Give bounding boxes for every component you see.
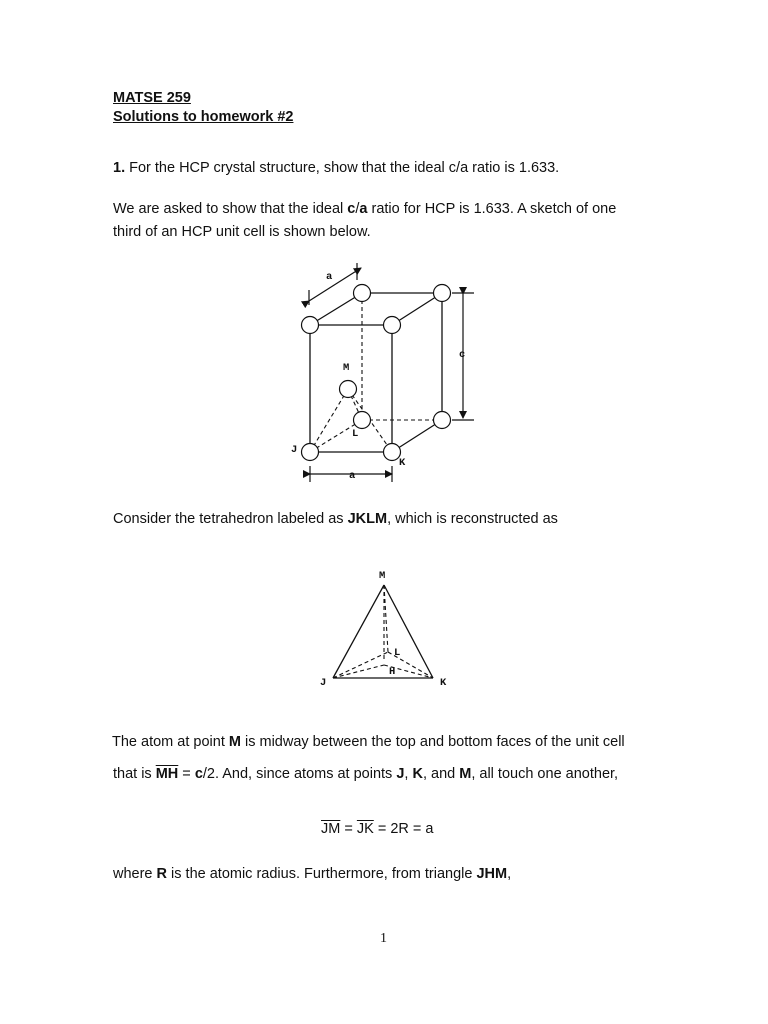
cell-atoms — [302, 285, 451, 461]
tetra-label-l: L — [394, 647, 401, 659]
label-a-top: a — [326, 271, 333, 283]
intro-text-2: ratio for HCP is 1.633. A sketch of one — [367, 201, 617, 217]
point-j: J — [396, 766, 405, 782]
cell-solid-edges — [310, 293, 442, 452]
label-j: J — [291, 444, 298, 456]
tetra-label-k: K — [440, 677, 447, 689]
label-a-bottom: a — [349, 470, 356, 482]
problem-number: 1. — [113, 160, 126, 176]
slash: / — [355, 201, 360, 217]
para3-text-5: , all touch one another, — [471, 766, 619, 782]
document-subtitle: Solutions to homework #2 — [113, 109, 294, 125]
segment-jk: $\overline{JK}$ — [356, 821, 374, 837]
label-m: M — [343, 362, 350, 374]
course-title: MATSE 259 — [113, 90, 191, 106]
intro-text: We are asked to show that the ideal — [113, 201, 348, 217]
intro-line-2: third of an HCP unit cell is shown below. — [113, 224, 371, 240]
para3-text-1: The atom at point — [112, 734, 229, 750]
para4 — [113, 866, 511, 882]
tetrahedron-intro — [113, 511, 558, 527]
segment-mh: $\overline{MH}$ — [155, 766, 179, 782]
problem-text: For the HCP crystal structure, show that the ideal c/a ratio is 1.633. — [125, 160, 560, 176]
equation-eq1: = — [340, 821, 357, 837]
para3-eq: = — [178, 766, 195, 782]
c-symbol: c — [347, 201, 356, 217]
point-m: M — [228, 734, 241, 750]
point-k: K — [412, 766, 423, 782]
triangle-jhm: JHM — [476, 866, 508, 882]
tetra-label-m: M — [379, 570, 386, 582]
para3-line-2 — [113, 766, 618, 782]
equation-jm-jk — [321, 821, 433, 837]
para4-text-2: is the atomic radius. Furthermore, from triangle — [167, 866, 477, 882]
tetra-label-j: J — [320, 677, 327, 689]
para3-text-3: that is — [113, 766, 156, 782]
segment-jm: $\overline{JM}$ — [321, 821, 341, 837]
radius-r: R — [156, 866, 168, 882]
para3-text-2: is midway between the top and bottom faces of the unit cell — [240, 734, 625, 750]
label-c: c — [459, 349, 466, 361]
para2-text-1: Consider the tetrahedron labeled as — [113, 511, 348, 527]
cell-hidden-edges — [310, 293, 442, 452]
tetrahedron-figure — [320, 570, 447, 689]
para3-line-1 — [112, 734, 625, 750]
point-m-2: M — [459, 766, 472, 782]
para4-text-3: , — [507, 866, 512, 882]
sep-1: , — [404, 766, 413, 782]
jklm-label: JKLM — [347, 511, 388, 527]
tetra-hidden-edges — [333, 585, 433, 678]
label-l: L — [352, 428, 359, 440]
para4-text-1: where — [113, 866, 157, 882]
para3-text-4: /2. And, since atoms at points — [202, 766, 397, 782]
c-symbol-2: c — [194, 766, 203, 782]
equation-eq2: = 2R = a — [373, 821, 434, 837]
para2-text-2: , which is reconstructed as — [387, 511, 558, 527]
sep-2: , and — [422, 766, 460, 782]
tetra-solid-edges — [333, 585, 433, 678]
a-symbol: a — [359, 201, 368, 217]
tetra-label-h: H — [389, 666, 396, 678]
page-number: 1 — [380, 931, 387, 946]
label-k: K — [399, 457, 406, 469]
